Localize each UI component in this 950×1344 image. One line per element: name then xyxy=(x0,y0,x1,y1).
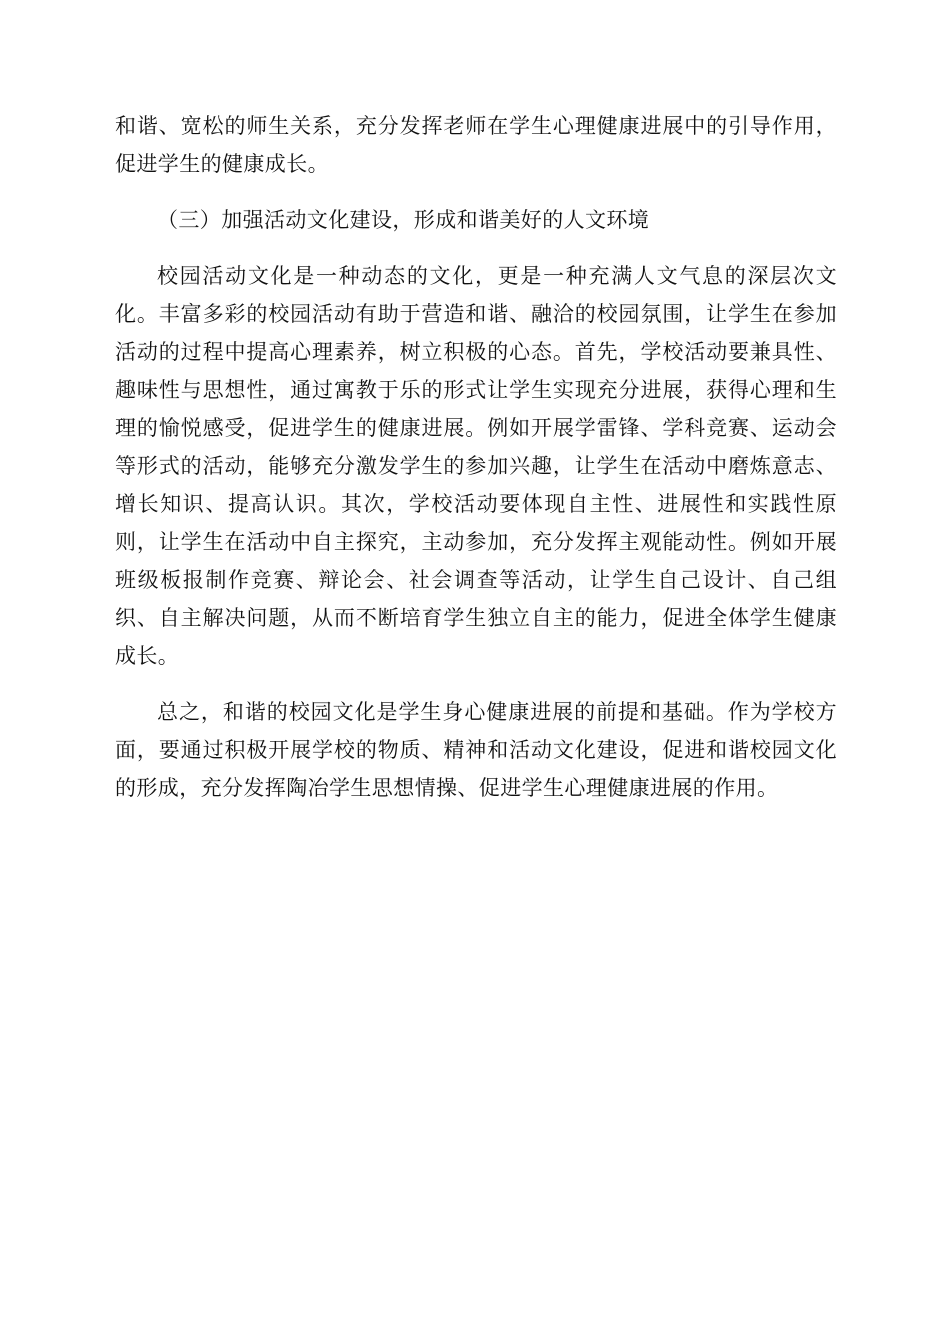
paragraph-continuation: 和谐、宽松的师生关系，充分发挥老师在学生心理健康进展中的引导作用，促进学生的健康成长。 xyxy=(115,114,837,176)
paragraph-conclusion: 总之，和谐的校园文化是学生身心健康进展的前提和基础。作为学校方面，要通过积极开展学校的物质、精神和活动文化建设，促进和谐校园文化的形成，充分发挥陶冶学生思想情操、促进学生心理健康进展的作用。 xyxy=(115,700,837,800)
section-heading: （三）加强活动文化建设，形成和谐美好的人文环境 xyxy=(157,208,650,232)
document-body xyxy=(115,107,837,807)
paragraph-activity-culture: 校园活动文化是一种动态的文化，更是一种充满人文气息的深层次文化。丰富多彩的校园活动有助于营造和谐、融洽的校园氛围，让学生在参加活动的过程中提高心理素养，树立积极的心态。首先，学校活动要兼具性、趣味性与思想性，通过寓教于乐的形式让学生实现充分进展，获得心理和生理的愉悦感受，促进学生的健康进展。例如开展学雷锋、学科竞赛、运动会等形式的活动，能够充分激发学生的参加兴趣，让学生在活动中磨炼意志、增长知识、提高认识。其次，学校活动要体现自主性、进展性和实践性原则，让学生在活动中自主探究，主动参加，充分发挥主观能动性。例如开展班级板报制作竞赛、辩论会、社会调查等活动，让学生自己设计、自己组织、自主解决问题，从而不断培育学生独立自主的能力，促进全体学生健康成长。 xyxy=(115,264,837,668)
